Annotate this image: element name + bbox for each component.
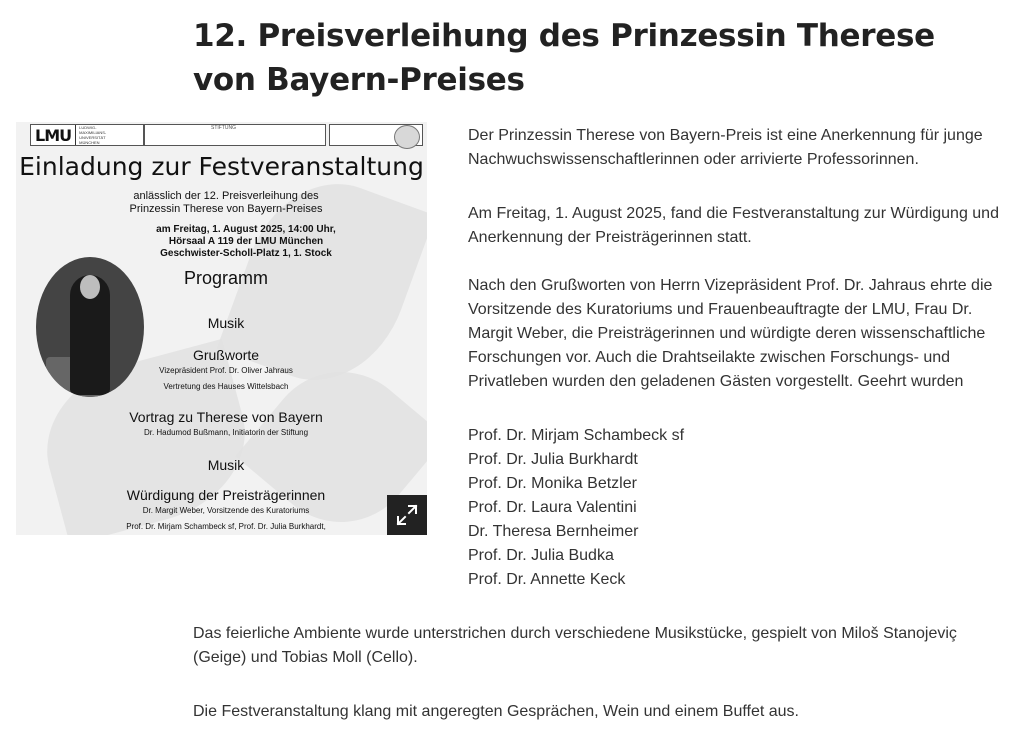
poster-musik-1: Musik: [207, 315, 245, 331]
list-item: Prof. Dr. Mirjam Schambeck sf: [468, 427, 685, 444]
poster-programm: Programm: [183, 268, 268, 288]
seal-box: [329, 124, 423, 146]
lmu-logo-subtext: LUDWIG- MAXIMILIANS- UNIVERSITÄT MÜNCHEN: [75, 125, 106, 145]
list-item: Prof. Dr. Annette Keck: [468, 571, 626, 588]
expand-icon: [394, 502, 420, 528]
list-item: Prof. Dr. Julia Burkhardt: [468, 451, 638, 468]
event-date-paragraph: Am Freitag, 1. August 2025, fand die Festveranstaltung zur Würdigung und Anerkennung der Preisträgerinnen statt.: [468, 205, 999, 246]
poster-occasion-1: anlässlich der 12. Preisverleihung des: [133, 190, 319, 202]
intro-paragraph: Der Prinzessin Therese von Bayern-Preis ist eine Anerkennung für junge Nachwuchswissenschaftlerinnen oder arrivierte Professorinnen.: [468, 127, 983, 168]
poster-musik-2: Musik: [207, 457, 245, 473]
poster-wuerdigung: Würdigung der Preisträgerinnen: [126, 487, 326, 503]
poster-wuerdigung-honorees: Prof. Dr. Mirjam Schambeck sf, Prof. Dr. Julia Burkhardt,: [126, 522, 326, 531]
poster-occasion-2: Prinzessin Therese von Bayern-Preises: [129, 203, 323, 215]
lmu-logo: LMU: [35, 125, 72, 145]
poster-heading: Einladung zur Festveranstaltung: [19, 152, 424, 181]
music-paragraph: Das feierliche Ambiente wurde unterstrichen durch verschiedene Musikstücke, gespielt von Miloš Stanojeviç (Geige) und Tobias Moll (Cello).: [193, 625, 957, 666]
page-title: 12. Preisverleihung des Prinzessin Therese von Bayern-Preises: [193, 18, 935, 98]
poster-address: Geschwister-Scholl-Platz 1, 1. Stock: [160, 248, 332, 259]
expand-image-button[interactable]: [387, 495, 427, 535]
honorees-list: [468, 424, 1018, 592]
list-item: Prof. Dr. Laura Valentini: [468, 499, 637, 516]
poster-room: Hörsaal A 119 der LMU München: [168, 236, 324, 247]
poster-vortrag-speaker: Dr. Hadumod Bußmann, Initiatorin der Stiftung: [143, 428, 309, 437]
ceremony-paragraph: Nach den Grußworten von Herrn Vizepräsident Prof. Dr. Jahraus ehrte die Vorsitzende des Kuratoriums und Frauenbeauftragte der LMU, Frau Dr. Margit Weber, die Preisträgerinnen und würdigte deren wissenschaftliche Forschungen vor. Auch die Drahtseilakte zwischen Forschungs- und Privatleben wurden den geladenen Gästen vorgestellt. Geehrt wurden: [468, 277, 993, 390]
lmu-logo-box: [30, 124, 144, 146]
list-item: Prof. Dr. Julia Budka: [468, 547, 614, 564]
poster-wuerdigung-speaker: Dr. Margit Weber, Vorsitzende des Kuratoriums: [142, 506, 310, 515]
list-item: Prof. Dr. Monika Betzler: [468, 475, 637, 492]
list-item: Dr. Theresa Bernheimer: [468, 523, 639, 540]
poster-grussworte: Grußworte: [192, 347, 260, 363]
seal-emblem-icon: [394, 125, 420, 149]
closing-paragraph: Die Festveranstaltung klang mit angeregten Gesprächen, Wein und einem Buffet aus.: [193, 703, 799, 720]
stiftung-box: [144, 124, 326, 146]
poster-grussworte-speaker: Vizepräsident Prof. Dr. Oliver Jahraus: [159, 366, 293, 375]
stiftung-label: STIFTUNG: [211, 125, 236, 131]
poster-grussworte-representative: Vertretung des Hauses Wittelsbach: [163, 382, 289, 391]
poster-vortrag: Vortrag zu Therese von Bayern: [129, 409, 323, 425]
poster-date: am Freitag, 1. August 2025, 14:00 Uhr,: [156, 224, 336, 235]
invitation-poster-image[interactable]: [16, 122, 427, 535]
